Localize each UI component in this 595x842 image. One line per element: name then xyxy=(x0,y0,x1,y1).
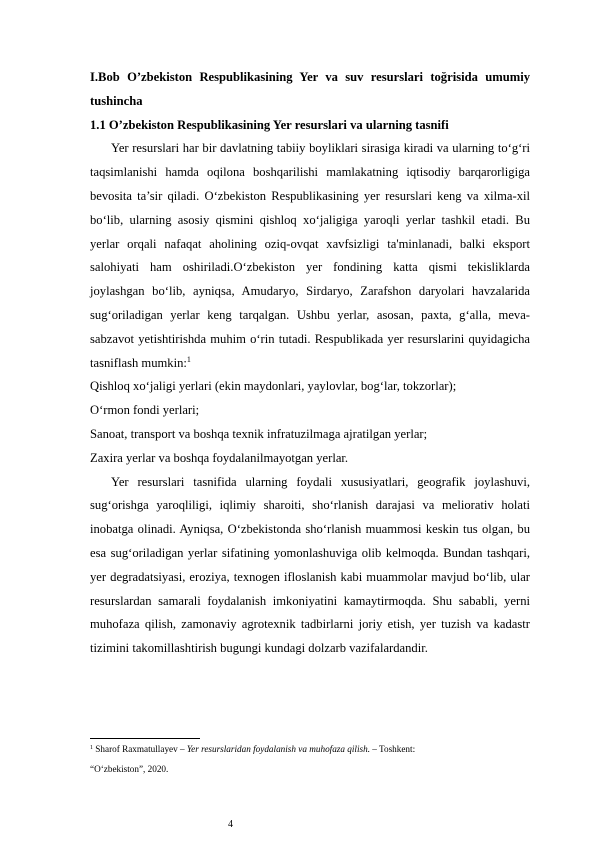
list-item-forest-land: O‘rmon fondi yerlari; xyxy=(90,403,200,418)
footnote-book-title: Yer resurslaridan foydalanish va muhofaza qilish. xyxy=(186,744,370,754)
page-body xyxy=(90,66,530,661)
footnote xyxy=(90,740,530,779)
section-title: 1.1 O’zbekiston Respublikasining Yer resurslari va ularning tasnifi xyxy=(90,117,449,132)
footnote-publisher: – Toshkent: xyxy=(370,744,416,754)
footnote-divider xyxy=(90,738,200,739)
paragraph-intro-text: Yer resurslari har bir davlatning tabiiy boyliklari sirasiga kiradi va ularning to‘g‘ri taqsimlanishi hamda oqilona boshqarilishi mamlakatning iqtisodiy barqarorligiga bevosita ta’sir qiladi. O‘zbekiston Respublikasining yer resurslari keng va xilma-xil bo‘lib, ularning asosiy qismini qishloq xo‘jaligiga yaroqli yerlar tashkil etadi. Bu yerlar orqali nafaqat aholining oziq-ovqat xavfsizligi ta'minlanadi, balki eksport salohiyati ham oshiriladi.O‘zbekiston yer fondining katta qismi tekisliklarda joylashgan bo‘lib, ayniqsa, Amudaryo, Sirdaryo, Zarafshon daryolari havzalarida sug‘oriladigan yerlar keng tarqalgan. Ushbu yerlar, asosan, paxta, g‘alla, meva-sabzavot yetishtirishda muhim o‘rin tutadi. Respublikada yer resurslarini quyidagicha tasniflash mumkin: xyxy=(90,141,530,370)
paragraph-intro xyxy=(90,137,530,375)
list-item-industrial-land: Sanoat, transport va boshqa texnik infratuzilmaga ajratilgan yerlar; xyxy=(90,426,428,441)
footnote-number: 1 xyxy=(90,745,93,751)
footnote-author: Sharof Raxmatullayev – xyxy=(93,744,187,754)
footnote-line-2: “O‘zbekiston”, 2020. xyxy=(90,763,169,774)
paragraph-classification: Yer resurslari tasnifida ularning foydali xususiyatlari, geografik joylashuvi, sug‘orishga yaroqliligi, iqlimiy sharoiti, sho‘rlanish darajasi va meliorativ holati inobatga olinadi. Ayniqsa, O‘zbekistonda sho‘rlanish muammosi keskin tus olgan, bu esa sug‘oriladigan yerlar sifatining yomonlashuviga olib kelmoqda. Bundan tashqari, yer degradatsiyasi, eroziya, texnogen ifloslanish kabi muammolar mavjud bo‘lib, ular resurslardan samarali foydalanish imkoniyatini kamaytirmoqda. Shu sababli, yerni muhofaza qilish, zamonaviy agrotexnik tadbirlarni joriy etish, yer tuzish va kadastr tizimini takomillashtirish bugungi kundagi dolzarb vazifalardandir. xyxy=(90,474,530,656)
list-item-agricultural-land: Qishloq xo‘jaligi yerlari (ekin maydonlari, yaylovlar, bog‘lar, tokzorlar); xyxy=(90,379,457,394)
footnote-reference[interactable]: 1 xyxy=(186,354,191,364)
page-number: 4 xyxy=(228,819,233,830)
footnote-line-1 xyxy=(90,740,530,760)
list-item-reserve-land: Zaxira yerlar va boshqa foydalanilmayotgan yerlar. xyxy=(90,450,349,465)
chapter-title: I.Bob O’zbekiston Respublikasining Yer va suv resurslari toğrisida umumiy tushincha xyxy=(90,70,530,108)
